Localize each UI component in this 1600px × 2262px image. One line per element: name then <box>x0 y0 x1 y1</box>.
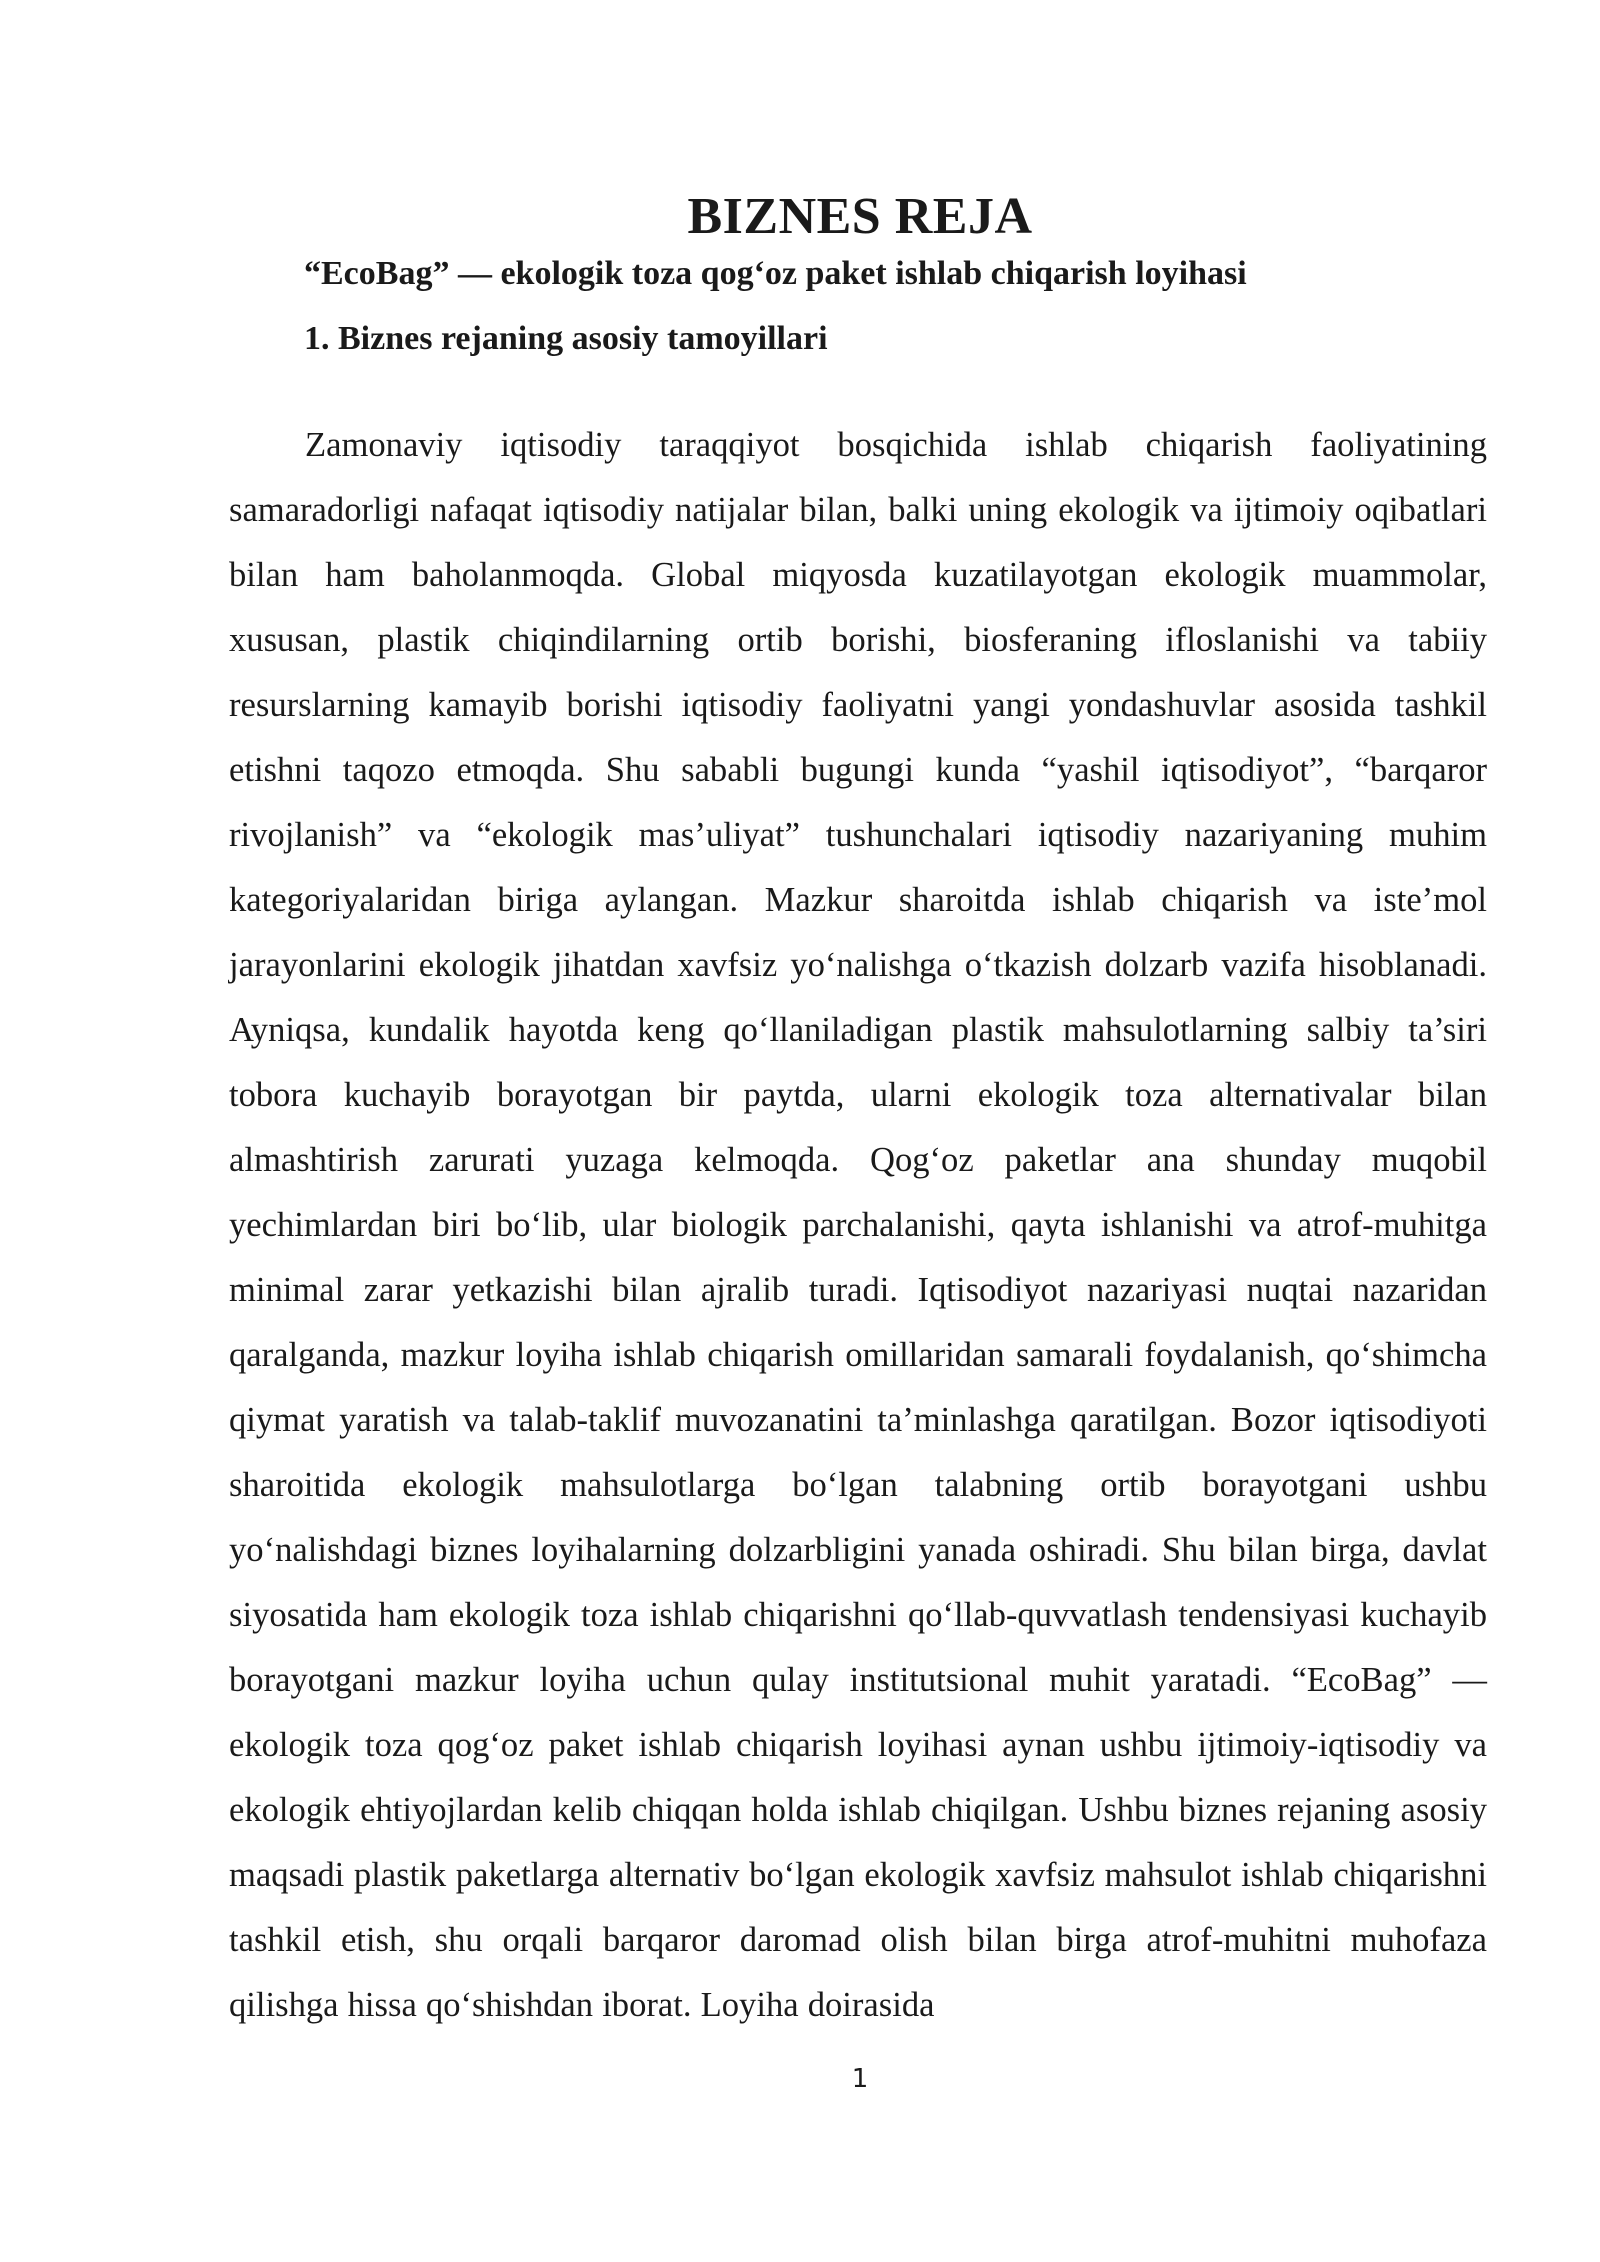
section-heading: 1. Biznes rejaning asosiy tamoyillari <box>304 320 828 357</box>
document-subtitle: “EcoBag” — ekologik toza qog‘oz paket ishlab chiqarish loyihasi <box>304 255 1247 292</box>
body-paragraph: Zamonaviy iqtisodiy taraqqiyot bosqichida ishlab chiqarish faoliyatining samaradorligi nafaqat iqtisodiy natijalar bilan, balki uning ekologik va ijtimoiy oqibatlari bilan ham baholanmoqda. Global miqyosda kuzatilayotgan ekologik muammolar, xususan, plastik chiqindilarning ortib borishi, biosferaning ifloslanishi va tabiiy resurslarning kamayib borishi iqtisodiy faoliyatni yangi yondashuvlar asosida tashkil etishni taqozo etmoqda. Shu sababli bugungi kunda “yashil iqtisodiyot”, “barqaror rivojlanish” va “ekologik mas’uliyat” tushunchalari iqtisodiy nazariyaning muhim kategoriyalaridan biriga aylangan. Mazkur sharoitda ishlab chiqarish va iste’mol jarayonlarini ekologik jihatdan xavfsiz yo‘nalishga o‘tkazish dolzarb vazifa hisoblanadi. Ayniqsa, kundalik hayotda keng qo‘llaniladigan plastik mahsulotlarning salbiy ta’siri tobora kuchayib borayotgan bir paytda, ularni ekologik toza alternativalar bilan almashtirish zarurati yuzaga kelmoqda. Qog‘oz paketlar ana shunday muqobil yechimlardan biri bo‘lib, ular biologik parchalanishi, qayta ishlanishi va atrof-muhitga minimal zarar yetkazishi bilan ajralib turadi. Iqtisodiyot nazariyasi nuqtai nazaridan qaralganda, mazkur loyiha ishlab chiqarish omillaridan samarali foydalanish, qo‘shimcha qiymat yaratish va talab-taklif muvozanatini ta’minlashga qaratilgan. Bozor iqtisodiyoti sharoitida ekologik mahsulotlarga bo‘lgan talabning ortib borayotgani ushbu yo‘nalishdagi biznes loyihalarning dolzarbligini yanada oshiradi. Shu bilan birga, davlat siyosatida ham ekologik toza ishlab chiqarishni qo‘llab-quvvatlash tendensiyasi kuchayib borayotgani mazkur loyiha uchun qulay institutsional muhit yaratadi. “EcoBag” — ekologik toza qog‘oz paket ishlab chiqarish loyihasi aynan ushbu ijtimoiy-iqtisodiy va ekologik ehtiyojlardan kelib chiqqan holda ishlab chiqilgan. Ushbu biznes rejaning asosiy maqsadi plastik paketlarga alternativ bo‘lgan ekologik xavfsiz mahsulot ishlab chiqarishni tashkil etish, shu orqali barqaror daromad olish bilan birga atrof-muhitni muhofaza qilishga hissa qo‘shishdan iborat. Loyiha doirasida <box>229 426 1487 2024</box>
document-title: BIZNES REJA <box>687 188 1033 245</box>
page-number: 1 <box>851 2064 869 2094</box>
